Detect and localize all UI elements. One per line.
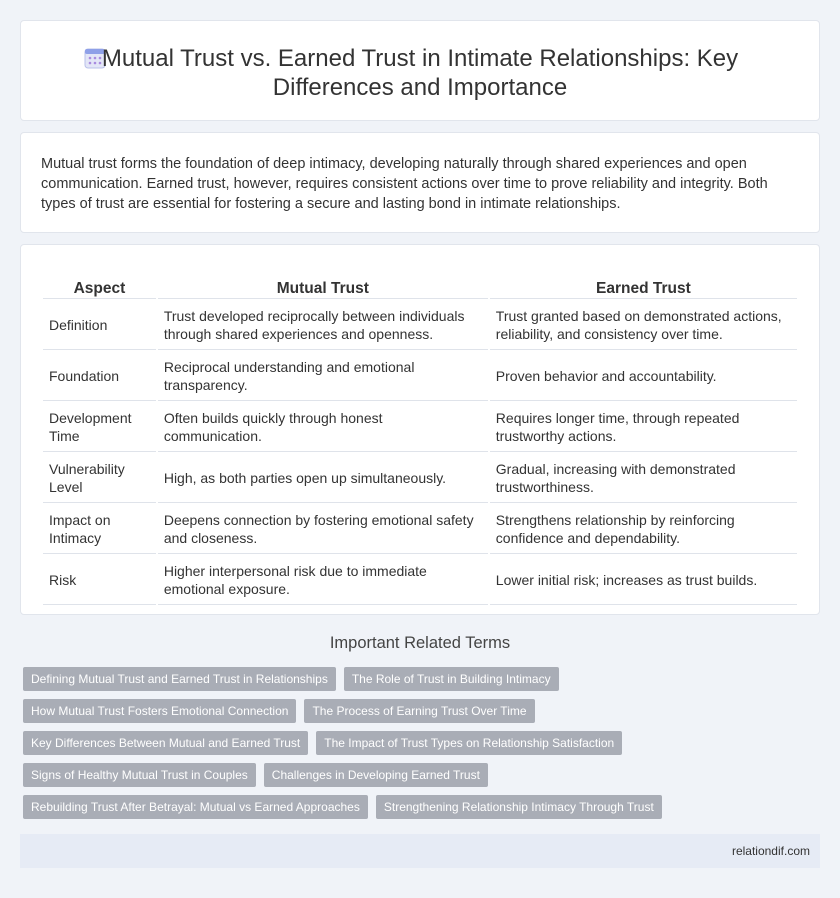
comparison-table — [41, 275, 799, 607]
header-aspect: Aspect — [43, 277, 156, 299]
related-term-link[interactable]: The Role of Trust in Building Intimacy — [344, 667, 559, 691]
row-aspect: Definition — [43, 301, 156, 350]
row-earned: Requires longer time, through repeated trustworthy actions. — [490, 403, 797, 452]
table-row — [43, 505, 797, 554]
table-row — [43, 454, 797, 503]
table-row — [43, 352, 797, 401]
row-mutual: Deepens connection by fostering emotional safety and closeness. — [158, 505, 488, 554]
header-earned-trust: Earned Trust — [490, 277, 797, 299]
row-aspect: Development Time — [43, 403, 156, 452]
header-mutual-trust: Mutual Trust — [158, 277, 488, 299]
tag-row — [23, 731, 813, 763]
related-term-link[interactable]: Signs of Healthy Mutual Trust in Couples — [23, 763, 256, 787]
tag-row — [23, 763, 813, 795]
row-mutual: High, as both parties open up simultaneously. — [158, 454, 488, 503]
header-card — [20, 20, 820, 121]
table-row — [43, 403, 797, 452]
comparison-table-card — [20, 244, 820, 615]
row-earned: Gradual, increasing with demonstrated trustworthiness. — [490, 454, 797, 503]
row-aspect: Risk — [43, 556, 156, 605]
row-earned: Trust granted based on demonstrated actions, reliability, and consistency over time. — [490, 301, 797, 350]
related-term-link[interactable]: How Mutual Trust Fosters Emotional Connection — [23, 699, 296, 723]
row-earned: Lower initial risk; increases as trust builds. — [490, 556, 797, 605]
row-mutual: Reciprocal understanding and emotional transparency. — [158, 352, 488, 401]
row-mutual: Trust developed reciprocally between individuals through shared experiences and openness. — [158, 301, 488, 350]
related-term-link[interactable]: The Impact of Trust Types on Relationship Satisfaction — [316, 731, 622, 755]
related-term-link[interactable]: Key Differences Between Mutual and Earned Trust — [23, 731, 308, 755]
related-term-link[interactable]: Rebuilding Trust After Betrayal: Mutual vs Earned Approaches — [23, 795, 368, 819]
tag-row — [23, 795, 813, 827]
page-title: Mutual Trust vs. Earned Trust in Intimate Relationships: Key Differences and Importance — [101, 45, 739, 101]
tag-row — [23, 699, 813, 731]
related-term-link[interactable]: The Process of Earning Trust Over Time — [304, 699, 534, 723]
related-term-link[interactable]: Strengthening Relationship Intimacy Through Trust — [376, 795, 662, 819]
row-mutual: Higher interpersonal risk due to immediate emotional exposure. — [158, 556, 488, 605]
footer-site-link[interactable]: relationdif.com — [731, 844, 810, 858]
row-mutual: Often builds quickly through honest communication. — [158, 403, 488, 452]
intro-text: Mutual trust forms the foundation of deep intimacy, developing naturally through shared experiences and open communication. Earned trust, however, requires consistent actions over time to prove reliability and integrity. Both types of trust are essential for fostering a secure and lasting bond in intimate relationships. — [41, 156, 768, 212]
tag-row — [23, 667, 813, 699]
table-row — [43, 301, 797, 350]
related-term-link[interactable]: Defining Mutual Trust and Earned Trust in Relationships — [23, 667, 336, 691]
row-aspect: Foundation — [43, 352, 156, 401]
row-earned: Strengthens relationship by reinforcing confidence and dependability. — [490, 505, 797, 554]
footer — [20, 834, 820, 868]
row-aspect: Vulnerability Level — [43, 454, 156, 503]
row-aspect: Impact on Intimacy — [43, 505, 156, 554]
related-terms-list — [23, 667, 813, 827]
related-terms-title: Important Related Terms — [329, 634, 511, 652]
row-earned: Proven behavior and accountability. — [490, 352, 797, 401]
table-header-row — [43, 277, 797, 299]
intro-card — [20, 132, 820, 233]
related-term-link[interactable]: Challenges in Developing Earned Trust — [264, 763, 488, 787]
table-row — [43, 556, 797, 605]
